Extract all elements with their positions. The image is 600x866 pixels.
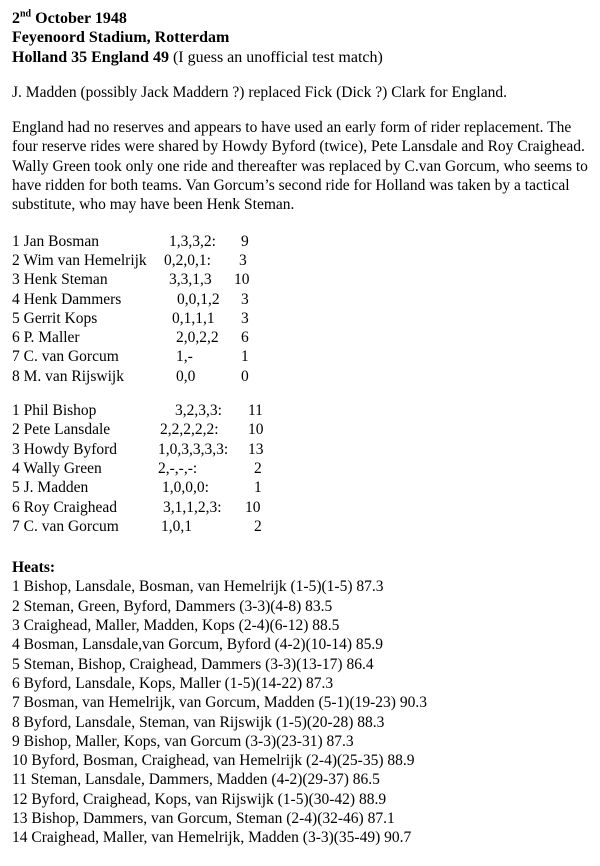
rider-name: 3 Howdy Byford [12,440,118,458]
heat-item: 5 Steman, Bishop, Craighead, Dammers (3-3)(13-17) 86.4 [12,655,374,673]
rider-name: 6 P. Maller [12,329,80,347]
heats-list [12,577,596,847]
match-date [12,9,596,28]
rider-name: 3 Henk Steman [12,271,108,289]
rider-row [12,290,596,309]
rider-name: 1 Jan Bosman [12,232,99,250]
rider-total: 1 [254,479,262,497]
rider-row [12,440,596,459]
date-day: 2 [12,10,20,27]
rider-scores: 2,0,2,2 [176,329,219,347]
match-result [12,48,596,67]
rider-name: 8 M. van Rijswijk [12,367,124,385]
rider-total: 10 [245,498,261,516]
england-riders [12,401,596,536]
heat-item: 7 Bosman, van Hemelrijk, van Gorcum, Madden (5-1)(19-23) 90.3 [12,694,427,712]
rider-name: 4 Henk Dammers [12,290,122,308]
rider-name: 6 Roy Craighead [12,498,118,516]
heat-item: 11 Steman, Lansdale, Dammers, Madden (4-2)(29-37) 86.5 [12,771,380,789]
rider-row [12,309,596,328]
rider-row [12,401,596,420]
rider-name: 7 C. van Gorcum [12,517,119,535]
rider-row [12,232,596,251]
result-score: Holland 35 England 49 [12,48,169,66]
rider-scores: 0,2,0,1: [164,251,211,269]
heat-item: 4 Bosman, Lansdale,van Gorcum, Byford (4-2)(10-14) 85.9 [12,636,384,654]
rider-total: 13 [248,440,264,458]
rider-scores: 1,3,3,2: [169,232,216,250]
rider-scores: 2,2,2,2,2: [160,421,219,439]
replacement-note: J. Madden (possibly Jack Maddern ?) replaced Fick (Dick ?) Clark for England. [12,83,507,101]
rider-name: 5 Gerrit Kops [12,309,98,327]
rider-row [12,270,596,289]
rider-name: 1 Phil Bishop [12,402,97,420]
rider-row [12,498,596,517]
heat-item: 8 Byford, Lansdale, Steman, van Rijswijk (1-5)(20-28) 88.3 [12,713,385,731]
heat-item: 13 Bishop, Dammers, van Gorcum, Steman (2-4)(32-46) 87.1 [12,809,395,827]
rider-row [12,517,596,536]
rider-row [12,478,596,497]
holland-riders [12,232,596,386]
heat-item: 2 Steman, Green, Byford, Dammers (3-3)(4-8) 83.5 [12,597,333,615]
rider-scores: 1,0,3,3,3,3: [158,440,229,458]
rider-scores: 3,1,1,2,3: [163,498,222,516]
rider-name: 5 J. Madden [12,479,89,497]
rider-scores: 3,3,1,3 [169,271,212,289]
rider-row [12,459,596,478]
document-page [12,9,596,848]
rider-total: 6 [241,329,249,347]
rider-row [12,347,596,366]
result-note: (I guess an unofficial test match) [168,48,383,66]
rider-scores: 0,0,1,2 [177,290,220,308]
date-suffix: nd [20,8,32,20]
rider-total: 9 [241,232,249,250]
rider-name: 2 Wim van Hemelrijk [12,251,147,269]
heat-item: 6 Byford, Lansdale, Kops, Maller (1-5)(14-22) 87.3 [12,674,334,692]
rider-total: 10 [248,421,264,439]
rider-row [12,251,596,270]
rider-name: 2 Pete Lansdale [12,421,111,439]
heat-item: 9 Bishop, Maller, Kops, van Gorcum (3-3)(23-31) 87.3 [12,732,354,750]
heat-item: 1 Bishop, Lansdale, Bosman, van Hemelrijk (1-5)(1-5) 87.3 [12,578,384,596]
rider-scores: 1,0,0,0: [162,479,209,497]
rider-name: 4 Wally Green [12,459,102,477]
rider-name: 7 C. van Gorcum [12,348,119,366]
heats-title: Heats: [12,559,56,577]
venue: Feyenoord Stadium, Rotterdam [12,29,230,47]
rider-row [12,367,596,386]
rider-total: 10 [234,271,250,289]
rider-total: 2 [254,517,262,535]
rider-total: 11 [248,402,263,420]
rider-total: 3 [239,251,247,269]
rider-scores: 0,1,1,1 [172,309,215,327]
rider-row [12,328,596,347]
heat-item: 12 Byford, Craighead, Kops, van Rijswijk (1-5)(30-42) 88.9 [12,790,387,808]
rider-row [12,420,596,439]
heat-item: 10 Byford, Bosman, Craighead, van Hemelrijk (2-4)(25-35) 88.9 [12,752,415,770]
heat-item: 3 Craighead, Maller, Madden, Kops (2-4)(6-12) 88.5 [12,617,340,635]
rider-total: 3 [241,290,249,308]
rider-scores: 3,2,3,3: [175,402,222,420]
rider-scores: 2,-,-,-: [158,459,198,477]
rider-scores: 0,0 [176,367,196,385]
rider-scores: 1,- [176,348,193,366]
date-rest: October 1948 [31,10,127,27]
rider-scores: 1,0,1 [161,517,192,535]
reserves-note: England had no reserves and appears to have used an early form of rider replacement. The four reserve rides were shared by Howdy Byford (twice), Pete Lansdale and Roy Craighead. Wally Green took only one ride and thereafter was replaced by C.van Gorcum, who seems to have ridden for both teams. Van Gorcum’s second ride for Holland was taken by a tactical substitute, who may have been Henk Steman. [12,119,588,214]
rider-total: 0 [241,367,249,385]
rider-total: 1 [241,348,249,366]
rider-total: 2 [254,459,262,477]
heat-item: 14 Craighead, Maller, van Hemelrijk, Madden (3-3)(35-49) 90.7 [12,829,412,847]
rider-total: 3 [241,309,249,327]
